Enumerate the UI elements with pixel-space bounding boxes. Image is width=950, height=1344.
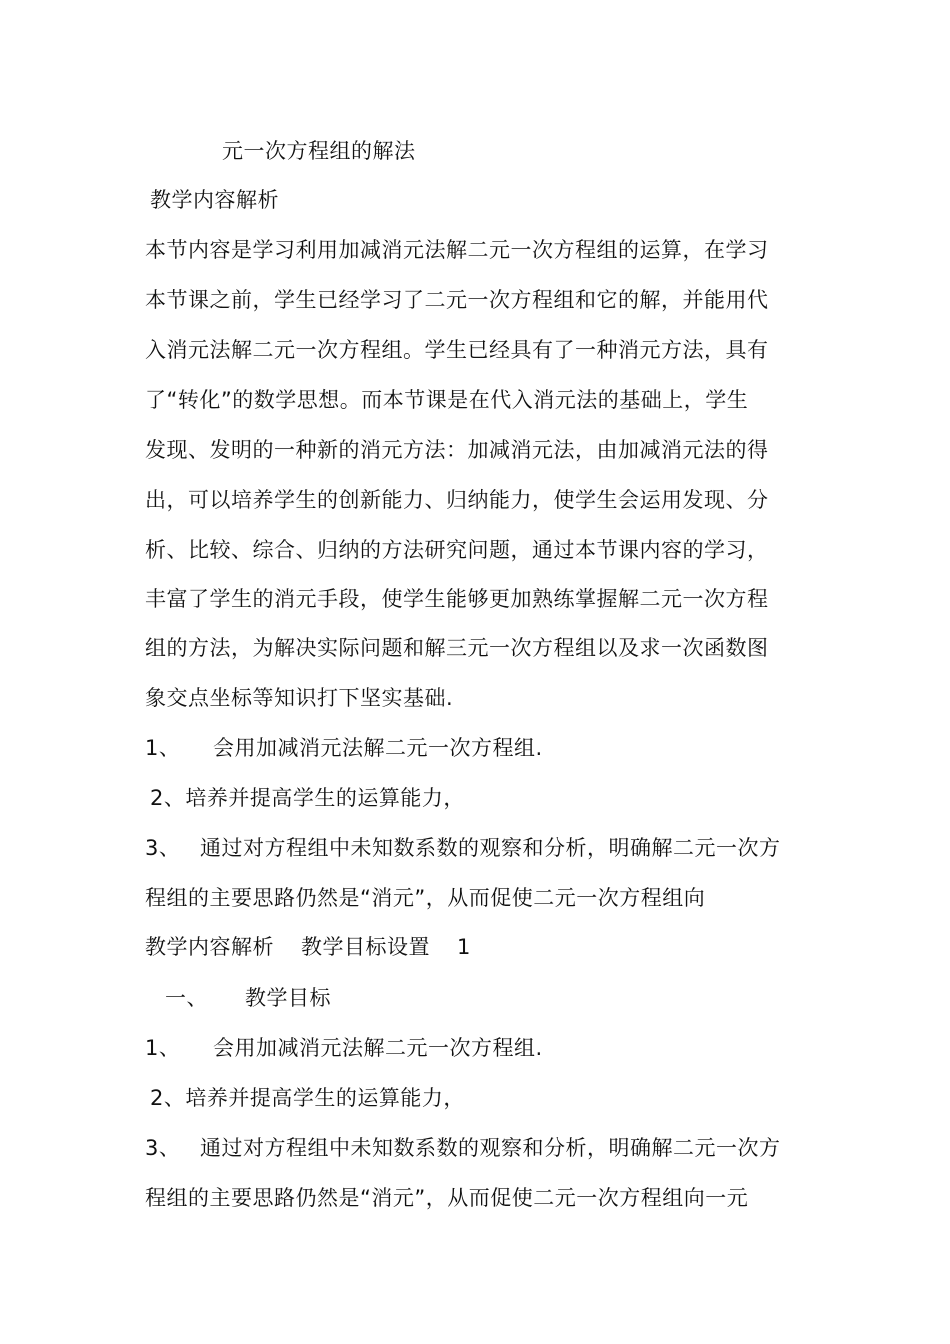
paragraph-line: 发现、发明的一种新的消元方法：加减消元法，由加减消元法的得 [145, 438, 769, 462]
list-item [145, 733, 815, 763]
list-item-number: 1、 [145, 1036, 181, 1060]
list-item [145, 1033, 815, 1063]
list-item-text: 会用加减消元法解二元一次方程组. [213, 1036, 543, 1060]
document-title: 元一次方程组的解法 [222, 139, 416, 163]
paragraph-line: 象交点坐标等知识打下坚实基础. [145, 686, 454, 710]
section-number: 一、 [165, 986, 208, 1010]
toc-page-number: 1 [457, 935, 471, 959]
list-item [145, 833, 815, 863]
toc-line [145, 932, 815, 962]
paragraph-line: 本节课之前，学生已经学习了二元一次方程组和它的解，并能用代 [145, 288, 769, 312]
list-item [145, 1133, 815, 1163]
list-item-text: 通过对方程组中未知数系数的观察和分析，明确解二元一次方 [200, 1136, 781, 1160]
paragraph-line: 组的方法，为解决实际问题和解三元一次方程组以及求一次函数图 [145, 636, 769, 660]
section-heading [165, 983, 835, 1013]
list-item-continuation: 程组的主要思路仍然是“消元”，从而促使二元一次方程组向 [145, 886, 706, 910]
list-item-continuation: 程组的主要思路仍然是“消元”，从而促使二元一次方程组向一元 [145, 1186, 749, 1210]
paragraph-line: 本节内容是学习利用加减消元法解二元一次方程组的运算，在学习 [145, 238, 769, 262]
section-title: 教学目标 [245, 986, 331, 1010]
list-item-number: 1、 [145, 736, 181, 760]
list-item-text: 会用加减消元法解二元一次方程组. [213, 736, 543, 760]
list-item-number: 3、 [145, 836, 181, 860]
paragraph-line: 了“转化”的数学思想。而本节课是在代入消元法的基础上，学生 [145, 388, 749, 412]
paragraph-line: 出，可以培养学生的创新能力、归纳能力，使学生会运用发现、分 [145, 488, 769, 512]
list-item-text: 通过对方程组中未知数系数的观察和分析，明确解二元一次方 [200, 836, 781, 860]
paragraph-line: 丰富了学生的消元手段，使学生能够更加熟练掌握解二元一次方程 [145, 587, 769, 611]
paragraph-line: 入消元法解二元一次方程组。学生已经具有了一种消元方法，具有 [145, 338, 769, 362]
list-item-number: 3、 [145, 1136, 181, 1160]
section-heading: 教学内容解析 [150, 188, 279, 212]
list-item: 2、培养并提高学生的运算能力， [150, 786, 465, 810]
toc-entry: 教学目标设置 [301, 935, 430, 959]
paragraph-line: 析、比较、综合、归纳的方法研究问题，通过本节课内容的学习， [145, 538, 769, 562]
toc-entry: 教学内容解析 [145, 935, 274, 959]
list-item: 2、培养并提高学生的运算能力， [150, 1086, 465, 1110]
